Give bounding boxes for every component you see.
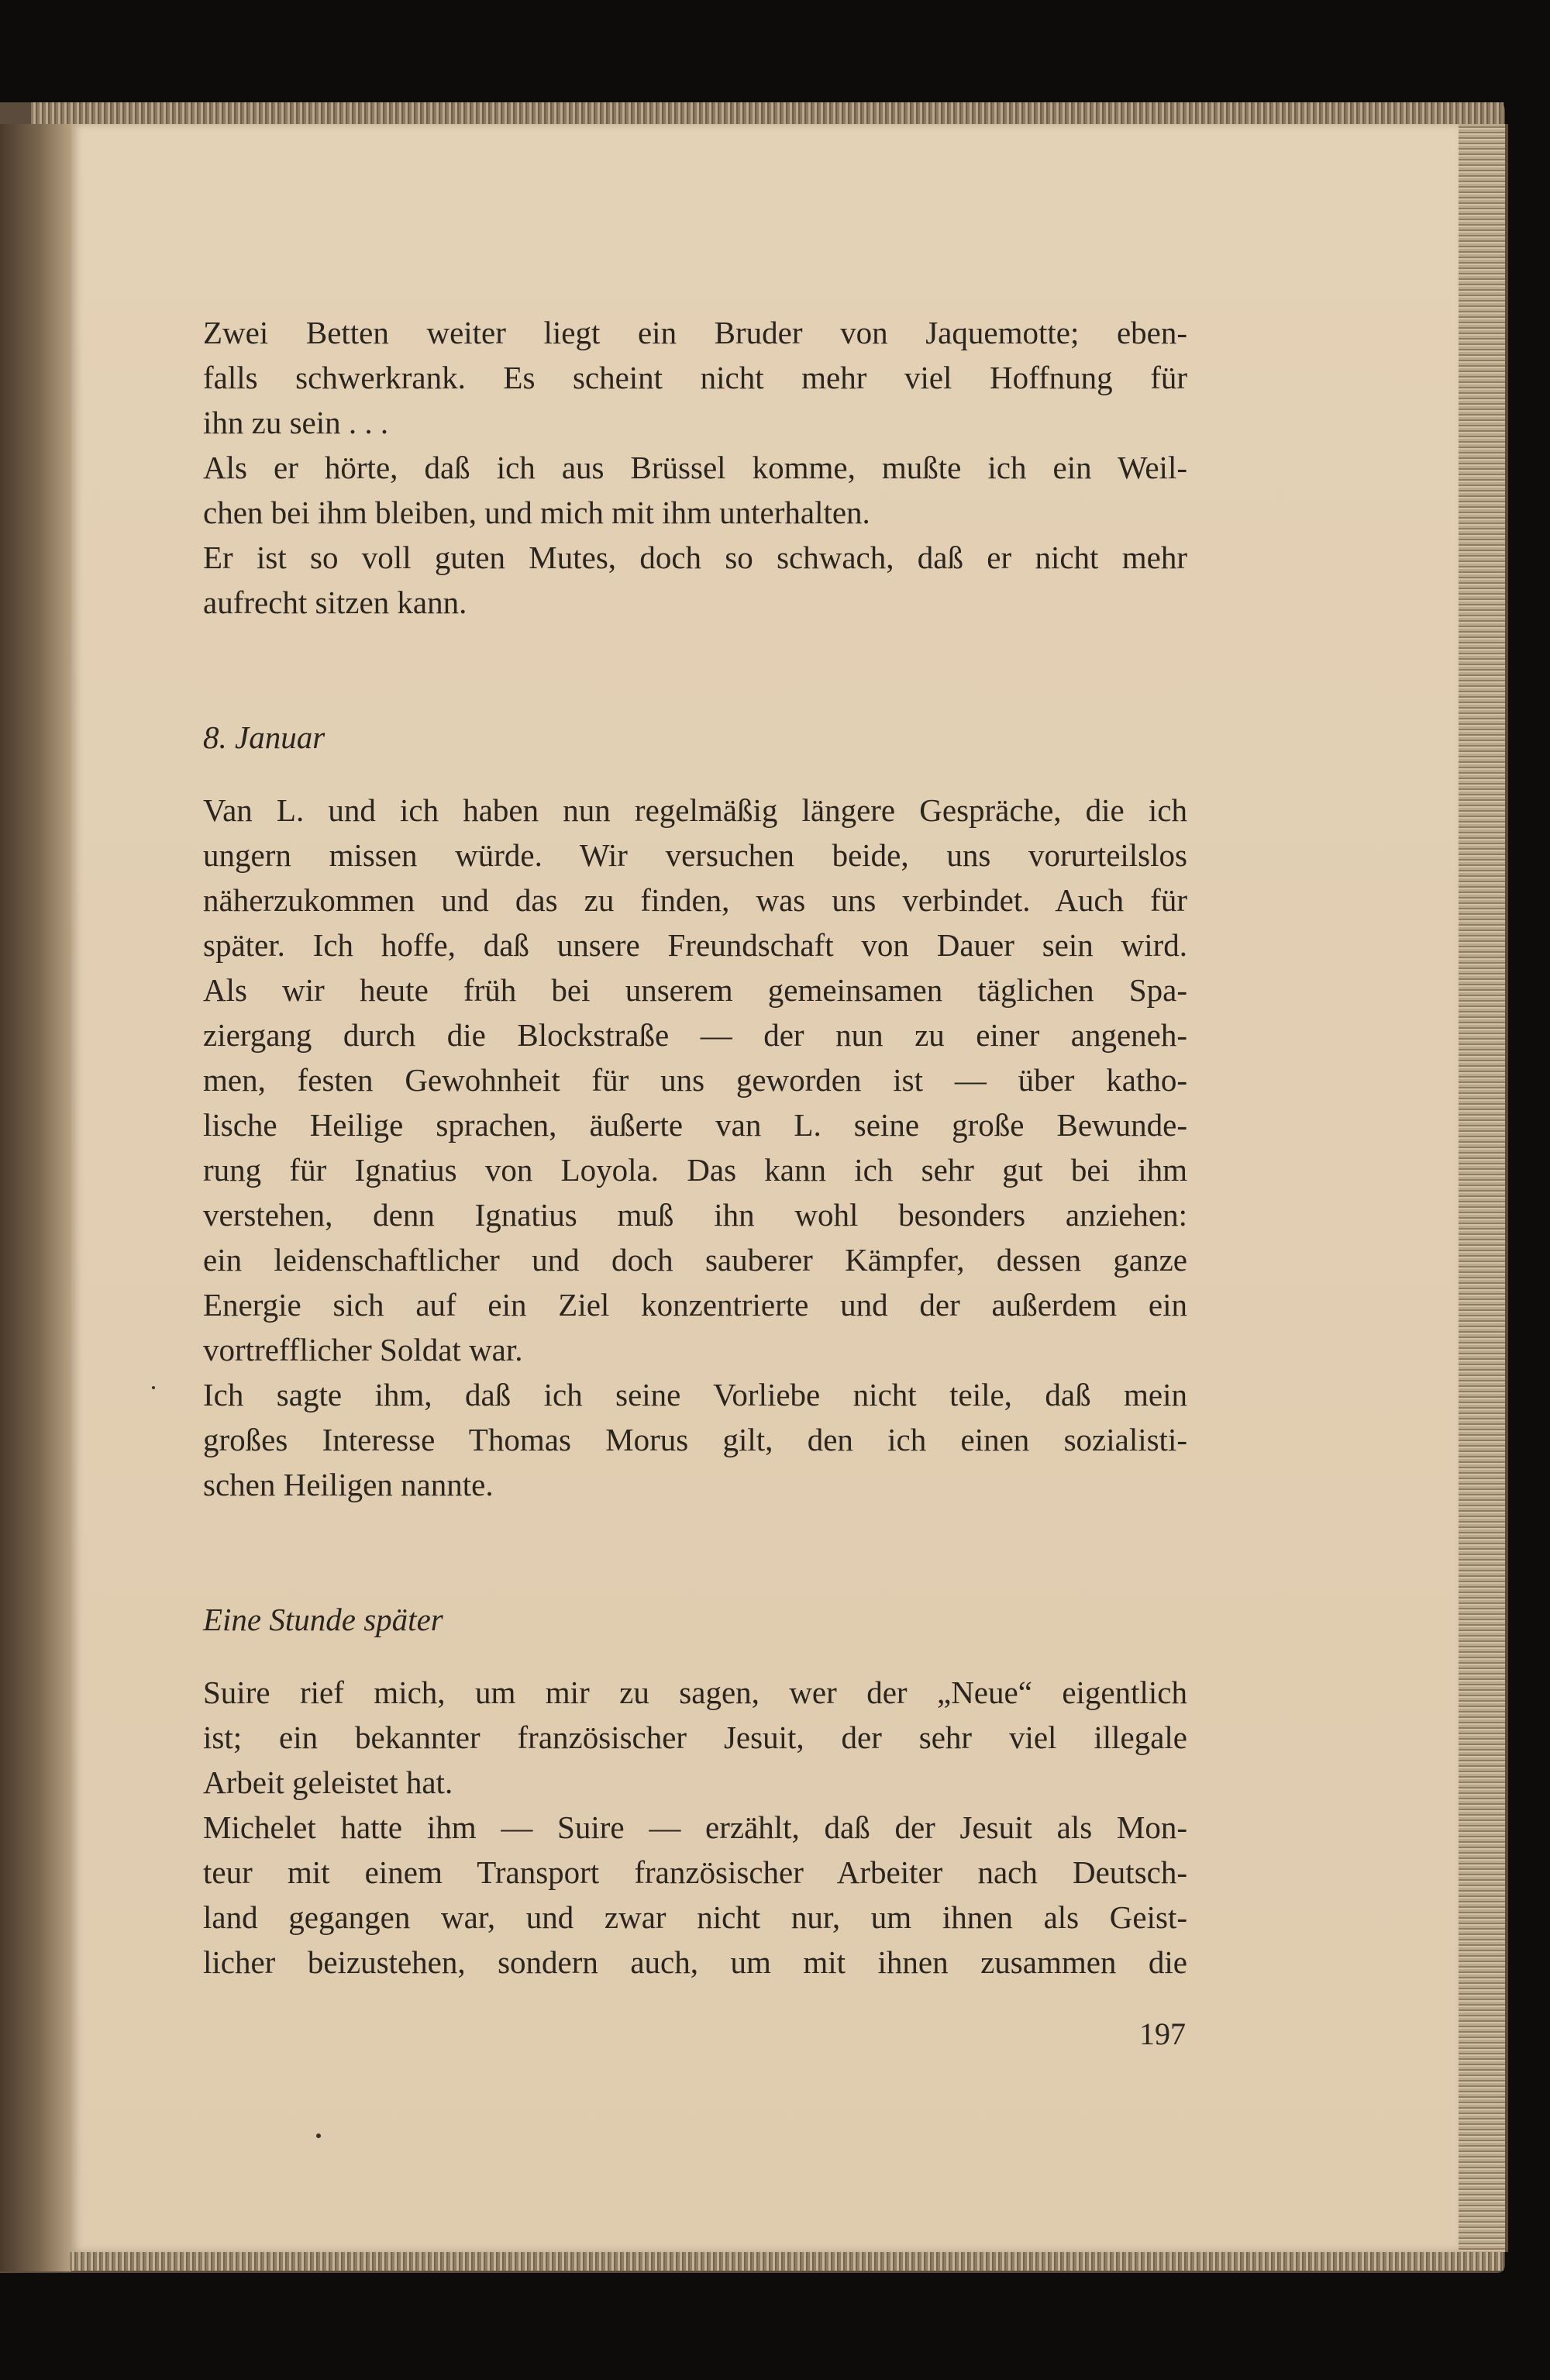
text-line: vortrefflicher Soldat war. [203, 1332, 523, 1368]
paragraph [203, 1670, 1187, 1805]
text-line: men, festen Gewohnheit für uns geworden ist — über katho- [203, 1062, 1187, 1098]
text-line: ihn zu sein . . . [203, 405, 389, 440]
text-line: Ich sagte ihm, daß ich seine Vorliebe nicht teile, daß mein [203, 1377, 1187, 1412]
text-line: Suire rief mich, um mir zu sagen, wer der „Neue“ eigentlich [203, 1675, 1187, 1710]
section-heading: Eine Stunde später [203, 1602, 443, 1637]
text-line: ungern missen würde. Wir versuchen beide, uns vorurteilslos [203, 837, 1187, 873]
page-stack-fore-edge [1459, 124, 1508, 2252]
text-line: Energie sich auf ein Ziel konzentrierte und der außerdem ein [203, 1287, 1187, 1323]
text-line: großes Interesse Thomas Morus gilt, den ich einen sozialisti- [203, 1422, 1187, 1457]
text-line: ist; ein bekannter französischer Jesuit, der sehr viel illegale [203, 1719, 1187, 1755]
section-heading: 8. Januar [203, 719, 326, 755]
text-line: Van L. und ich haben nun regelmäßig längere Gespräche, die ich [203, 792, 1187, 828]
text-line: licher beizustehen, sondern auch, um mit ihnen zusammen die [203, 1944, 1187, 1980]
paragraph [203, 968, 1187, 1372]
text-line: falls schwerkrank. Es scheint nicht mehr viel Hoffnung für [203, 360, 1187, 395]
paragraph [203, 535, 1187, 625]
text-line: lische Heilige sprachen, äußerte van L. seine große Bewunde- [203, 1107, 1187, 1143]
page-stack-bottom-edge [70, 2252, 1504, 2271]
text-line: aufrecht sitzen kann. [203, 585, 467, 620]
page-stack-top-edge [31, 102, 1504, 124]
page-number: 197 [1139, 2016, 1186, 2051]
text-line: Arbeit geleistet hat. [203, 1764, 453, 1800]
text-line: Als er hörte, daß ich aus Brüssel komme, mußte ich ein Weil- [203, 450, 1187, 485]
paragraph [203, 445, 1187, 535]
text-line: ein leidenschaftlicher und doch sauberer Kämpfer, dessen ganze [203, 1242, 1187, 1278]
page-text [203, 310, 1187, 1985]
text-line: verstehen, denn Ignatius muß ihn wohl besonders anziehen: [203, 1197, 1187, 1233]
paragraph [203, 788, 1187, 968]
text-line: teur mit einem Transport französischer Arbeiter nach Deutsch- [203, 1854, 1187, 1890]
paragraph [203, 1805, 1187, 1985]
text-line: schen Heiligen nannte. [203, 1467, 494, 1502]
text-line: näherzukommen und das zu finden, was uns verbindet. Auch für [203, 882, 1187, 918]
book-spine [0, 124, 71, 2271]
paragraph [203, 1372, 1187, 1507]
text-line: Er ist so voll guten Mutes, doch so schwach, daß er nicht mehr [203, 540, 1187, 575]
text-line: rung für Ignatius von Loyola. Das kann ich sehr gut bei ihm [203, 1152, 1187, 1188]
paragraph [203, 310, 1187, 445]
paper-speck [152, 1386, 155, 1389]
text-line: ziergang durch die Blockstraße — der nun zu einer angeneh- [203, 1017, 1187, 1053]
paper-speck [316, 2133, 321, 2138]
text-line: land gegangen war, und zwar nicht nur, um ihnen als Geist- [203, 1899, 1187, 1935]
text-line: Zwei Betten weiter liegt ein Bruder von Jaquemotte; eben- [203, 315, 1187, 350]
text-line: Michelet hatte ihm — Suire — erzählt, daß der Jesuit als Mon- [203, 1809, 1187, 1845]
text-line: chen bei ihm bleiben, und mich mit ihm unterhalten. [203, 495, 870, 530]
text-line: Als wir heute früh bei unserem gemeinsamen täglichen Spa- [203, 972, 1187, 1008]
text-line: später. Ich hoffe, daß unsere Freundschaft von Dauer sein wird. [203, 927, 1187, 963]
